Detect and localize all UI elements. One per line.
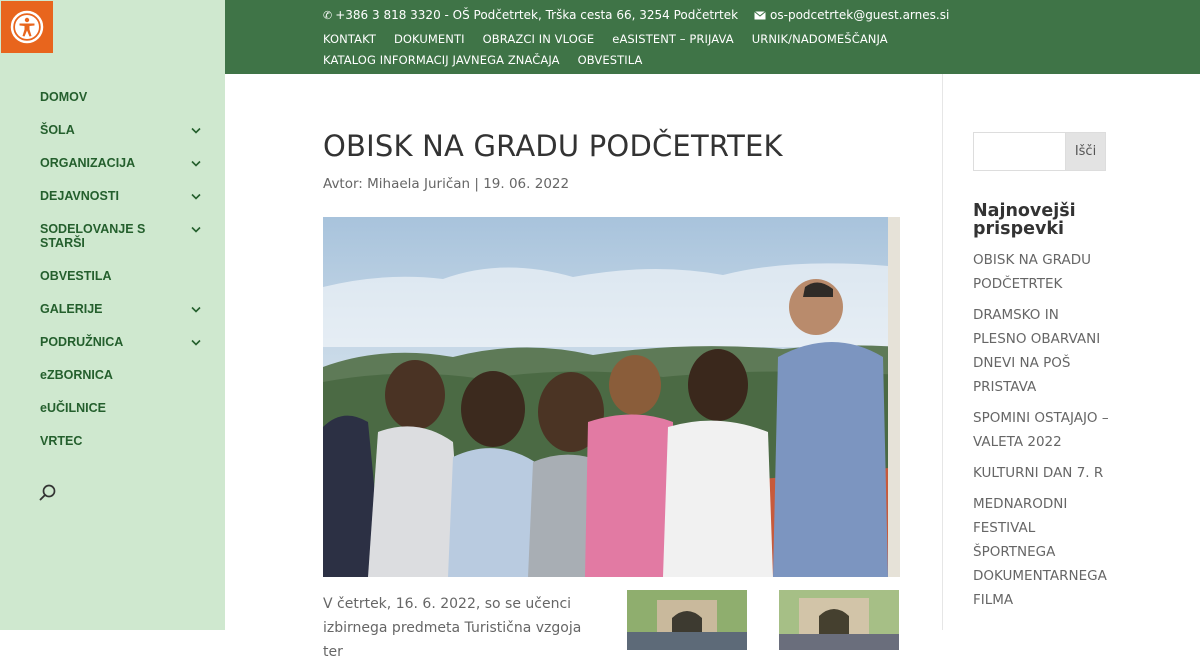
sidebar-item-label: GALERIJE — [40, 302, 103, 316]
sidebar-item-domov[interactable] — [40, 86, 210, 119]
chevron-down-icon[interactable] — [188, 189, 204, 203]
gallery-thumbnail[interactable] — [779, 590, 899, 650]
chevron-down-icon[interactable] — [188, 222, 204, 236]
chevron-down-icon[interactable] — [188, 156, 204, 170]
top-bar — [225, 0, 1200, 74]
hero-image — [323, 217, 900, 577]
search-input[interactable] — [973, 132, 1066, 171]
sidebar-item-galerije[interactable] — [40, 298, 210, 331]
sidebar-item-label: ORGANIZACIJA — [40, 156, 136, 170]
accessibility-icon — [10, 10, 44, 44]
sidebar-item-sola[interactable] — [40, 119, 210, 152]
recent-post-link[interactable]: MEDNARODNI FESTIVAL ŠPORTNEGA DOKUMENTARNEGA FILMA — [973, 496, 1107, 608]
sidebar-item-label: SODELOVANJE S STARŠI — [40, 222, 146, 250]
top-nav-obrazci[interactable]: OBRAZCI IN VLOGE — [482, 32, 595, 46]
top-nav-easistent[interactable]: eASISTENT – PRIJAVA — [612, 32, 734, 46]
contact-line — [323, 8, 949, 22]
recent-post-link[interactable]: DRAMSKO IN PLESNO OBARVANI DNEVI NA POŠ PRISTAVA — [973, 307, 1101, 395]
accessibility-button[interactable] — [1, 1, 53, 53]
sidebar-item-label: ŠOLA — [40, 123, 75, 137]
contact-text[interactable]: +386 3 818 3320 - OŠ Podčetrtek, Trška cesta 66, 3254 Podčetrtek — [335, 8, 739, 22]
recent-post-link[interactable]: OBISK NA GRADU PODČETRTEK — [973, 252, 1092, 292]
sidebar-item-podruznica[interactable] — [40, 331, 210, 364]
sidebar-item-organizacija[interactable] — [40, 152, 210, 185]
recent-posts-title: Najnovejši prispevki — [973, 201, 1076, 239]
sidebar-item-label: DOMOV — [40, 90, 88, 104]
sidebar-item-label: eUČILNICE — [40, 401, 106, 415]
search-icon[interactable] — [38, 483, 58, 503]
top-nav-dokumenti[interactable]: DOKUMENTI — [393, 32, 465, 46]
top-nav-kontakt[interactable]: KONTAKT — [323, 32, 376, 46]
mail-icon — [754, 11, 766, 20]
sidebar-item-obvestila[interactable] — [40, 265, 210, 298]
sidebar-item-label: OBVESTILA — [40, 269, 112, 283]
sidebar-item-ezbornica[interactable] — [40, 364, 210, 397]
chevron-down-icon[interactable] — [188, 302, 204, 316]
email-text: os-podcetrtek@guest.arnes.si — [770, 8, 950, 22]
top-nav-urnik[interactable]: URNIK/NADOMEŠČANJA — [751, 32, 888, 46]
sidebar — [0, 0, 225, 630]
chevron-down-icon[interactable] — [188, 123, 204, 137]
sidebar-item-label: DEJAVNOSTI — [40, 189, 119, 203]
post-intro: V četrtek, 16. 6. 2022, so se učenci izbirnega predmeta Turistična vzgoja ter — [323, 596, 582, 660]
sidebar-item-label: PODRUŽNICA — [40, 335, 124, 349]
sidebar-item-label: eZBORNICA — [40, 368, 113, 382]
email-link[interactable] — [754, 8, 949, 22]
top-nav — [323, 29, 963, 71]
phone-icon: ✆ — [323, 8, 333, 22]
recent-post-link[interactable]: KULTURNI DAN 7. R — [973, 465, 1104, 481]
recent-posts-list — [973, 248, 1113, 619]
sidebar-item-eucilnice[interactable] — [40, 397, 210, 430]
top-nav-katalog[interactable]: KATALOG INFORMACIJ JAVNEGA ZNAČAJA — [323, 53, 560, 67]
chevron-down-icon[interactable] — [188, 335, 204, 349]
post-meta: Avtor: Mihaela Juričan | 19. 06. 2022 — [323, 176, 570, 192]
sidebar-item-label: VRTEC — [40, 434, 83, 448]
main-content — [323, 126, 903, 660]
gallery-thumbnail[interactable] — [627, 590, 747, 650]
sidebar-nav — [40, 86, 210, 463]
sidebar-item-dejavnosti[interactable] — [40, 185, 210, 218]
column-divider — [942, 74, 943, 630]
recent-post-link[interactable]: SPOMINI OSTAJAJO – VALETA 2022 — [973, 410, 1109, 450]
top-nav-obvestila[interactable]: OBVESTILA — [577, 53, 643, 67]
sidebar-item-sodelovanje[interactable] — [40, 218, 210, 265]
search-button[interactable]: Išči — [1065, 132, 1106, 171]
page-title: OBISK NA GRADU PODČETRTEK — [323, 129, 783, 163]
sidebar-item-vrtec[interactable] — [40, 430, 210, 463]
